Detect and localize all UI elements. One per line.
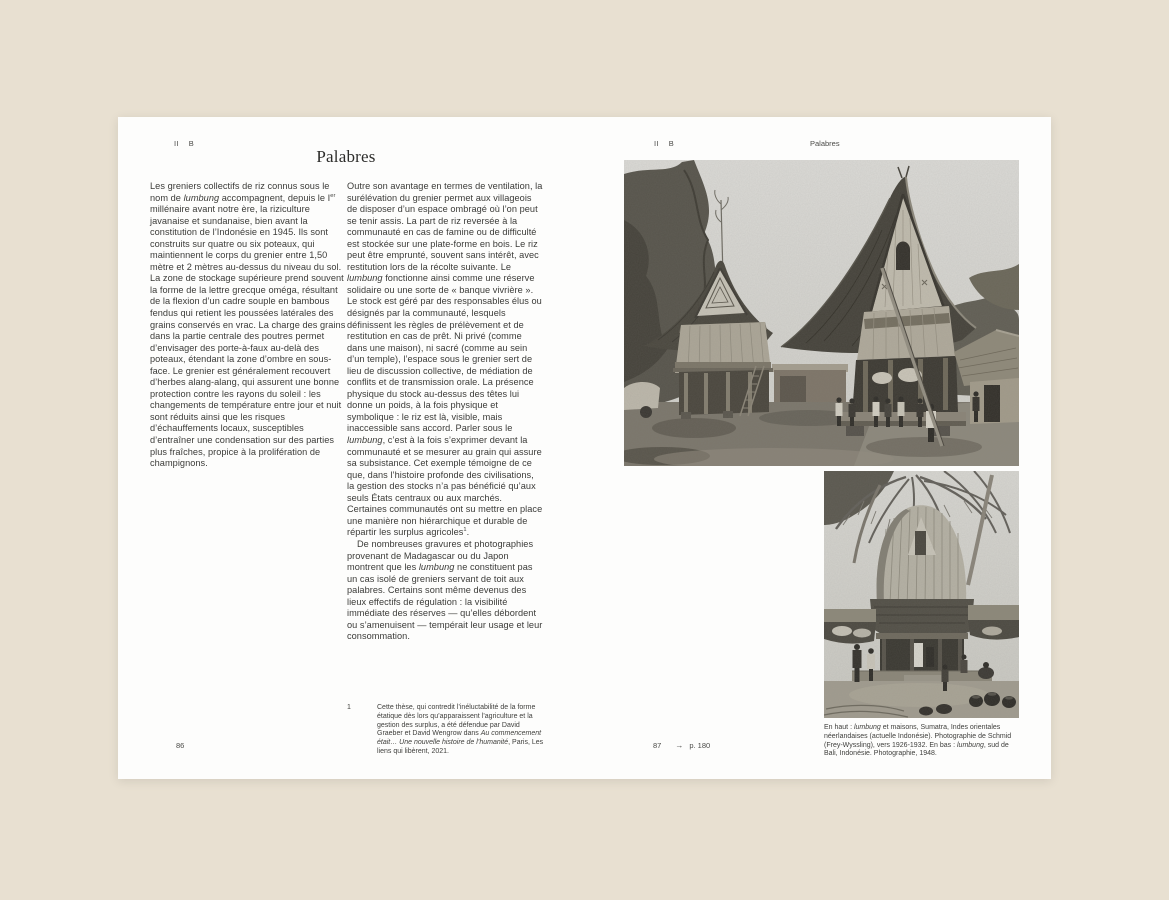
photo-caption: En haut : lumbung et maisons, Sumatra, Indes orientales néerlandaises (actuelle Indonésie). Photographie de Schmid (Frey-Wyssling), vers 1926-1932. En bas : lumbung, sud de Bali, Indonésie. Photographie, 1948. <box>824 724 1012 758</box>
footnote <box>347 704 547 757</box>
page-number-right <box>653 741 710 750</box>
photo-top-illustration <box>624 160 1019 466</box>
paragraph: De nombreuses gravures et photographies provenant de Madagascar ou du Japon montrent que les lumbung ne constituent pas un cas isolé de greniers servant de toit aux palabres. Certains sont même devenus des lieux effectifs de régulation : la visibilité immédiate des réserves — qu’elles débordent ou s’amenuisent — tempérait leur usage et leur consommation. <box>347 538 543 642</box>
page-title: Palabres <box>316 147 376 166</box>
book-spread <box>118 117 1051 779</box>
section-letter: B <box>188 139 195 148</box>
running-head-right <box>654 139 674 148</box>
footnote-number: 1 <box>347 704 351 711</box>
arrow-icon: → <box>675 741 684 750</box>
folio-cross-reference: p. 180 <box>689 741 711 750</box>
photo-lumbung-bali <box>824 471 1019 718</box>
folio-left-value: 86 <box>176 741 185 750</box>
page-number-left <box>176 741 184 750</box>
chapter-number: II <box>654 139 659 148</box>
text-column-2 <box>347 181 543 643</box>
paragraph: Les greniers collectifs de riz connus sous le nom de lumbung accompagnent, depuis le Ier millénaire avant notre ère, la riziculture javanaise et sundanaise, bien avant la constitution de l’Indonésie en 1945. Ils sont construits sur quatre ou six poteaux, qui maintiennent le corps du grenier entre 1,50 mètre et 2 mètres au-dessus du niveau du sol. La zone de stockage supérieure prend souvent la forme de la lettre grecque oméga, résultant de la flexion d’un cadre souple en bambous fendus qui retient les poussées latérales des grains conservés en vrac. La charge des grains dans la partie centrale des poutres permet d’envisager des porte-à-faux au-delà des poteaux, étendant la zone d’ombre en sous-face. Le grenier est généralement recouvert d’herbes alang-alang, qui assurent une bonne protection contre les rayons du soleil : les changements de température entre jour et nuit sont réduits ainsi que les risques d’échauffements locaux, susceptibles d’entraîner une condensation sur des parties plus fraîches, propice à la prolifération de champignons. <box>150 181 346 469</box>
photo-bottom-illustration <box>824 471 1019 718</box>
paragraph: Outre son avantage en termes de ventilation, la surélévation du grenier permet aux villageois de disposer d’un espace ombragé où l’on peut se tenir assis. La part de riz reversée à la communauté en cas de famine ou de difficulté est stockée sur une plate-forme en bois. Le riz peut être emprunté, souvent sans intérêt, avec restitution lors de la récolte suivante. Le lumbung fonctionne ainsi comme une réserve solidaire ou une sorte de « banque vivrière ». Le stock est géré par des responsables élus ou désignés par la communauté, lesquels définissent les règles de prélèvement et de restitution en cas de prêt. Ni privé (comme dans une maison), ni sacré (comme au sein d’un temple), l’espace sous le grenier sert de lieu de discussion collective, de médiation de conflits et de transmission orale. La présence physique du stock au-dessus des têtes lui donne un poids, à la fois physique et symbolique : le riz est là, visible, mais inaccessible sans accord. Parler sous le lumbung, c’est à la fois s’exprimer devant la communauté et se mesurer au grain qui assure sa subsistance. Cet exemple témoigne de ce que, dans l’histoire profonde des civilisations, la gestion des stocks n’a pas bénéficié qu’aux seuls États centraux ou aux marchés. Certaines communautés ont su mettre en place une manière non hiérarchique et durable de répartir les surplus agricoles$^1$. <box>347 181 543 538</box>
footnote-text: Cette thèse, qui contredit l’inéluctabilité de la forme étatique dès lors qu’apparaissent l’agriculture et la gestion des surplus, a été défendue par David Graeber et David Wengrow dans Au commencement était… Une nouvelle histoire de l’humanité, Paris, Les liens qui libèrent, 2021. <box>377 704 544 755</box>
folio-right-value: 87 <box>653 741 662 750</box>
chapter-number: II <box>174 139 179 148</box>
text-column-1 <box>150 181 346 470</box>
running-title: Palabres <box>810 139 840 148</box>
section-letter: B <box>668 139 675 148</box>
photo-lumbung-sumatra <box>624 160 1019 466</box>
